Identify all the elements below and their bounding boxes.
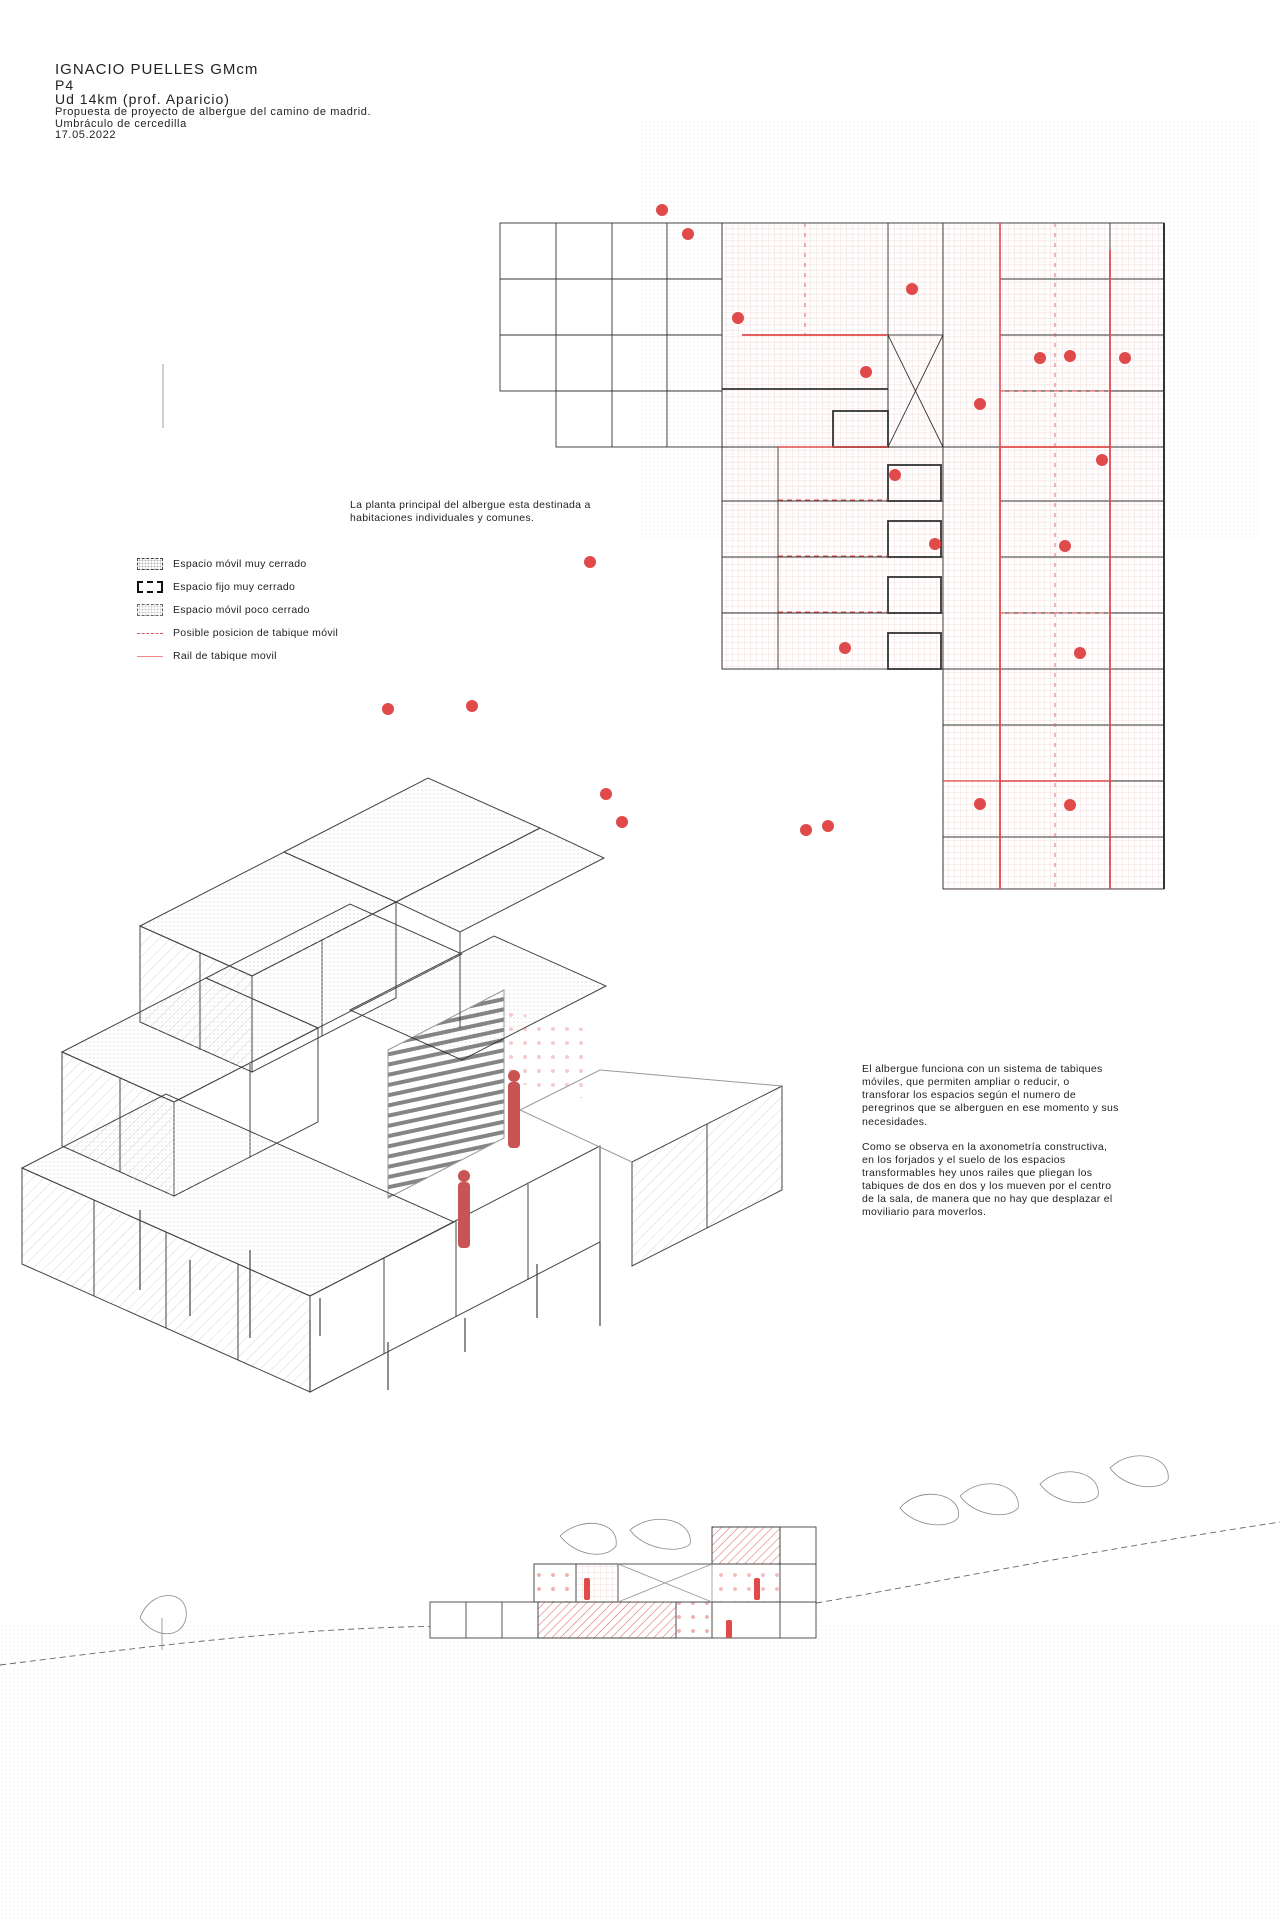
unit-label: Ud 14km (prof. Aparicio) xyxy=(55,91,230,108)
axo-note-line: de la sala, de manera que no hay que desplazar el xyxy=(862,1193,1113,1206)
axo-note-line: transforar los espacios según el numero de xyxy=(862,1089,1076,1102)
author-name: IGNACIO PUELLES GMcm xyxy=(55,61,259,78)
axo-note-line: Como se observa en la axonometría constructiva, xyxy=(862,1140,1108,1153)
project-code: P4 xyxy=(55,76,75,93)
legend-label: Espacio móvil poco cerrado xyxy=(173,604,310,616)
site-label: Umbráculo de cercedilla xyxy=(55,117,187,130)
legend-label: Rail de tabique movil xyxy=(173,650,277,662)
floor-plan xyxy=(382,204,1164,889)
axo-note-line: moviliario para moverlos. xyxy=(862,1206,987,1219)
legend-label: Espacio móvil muy cerrado xyxy=(173,558,307,570)
axo-note-line: necesidades. xyxy=(862,1115,928,1128)
legend-label: Espacio fijo muy cerrado xyxy=(173,581,296,593)
plan-note-line: La planta principal del albergue esta destinada a xyxy=(350,499,591,511)
axo-note-line: transformables hey unos railes que pliegan los xyxy=(862,1166,1093,1179)
date-label: 17.05.2022 xyxy=(55,129,117,142)
axonometric xyxy=(22,778,782,1392)
axo-note-line: peregrinos que se alberguen en ese momento y sus xyxy=(862,1102,1119,1115)
axo-note-line: tabiques de dos en dos y los mueven por el centro xyxy=(862,1180,1112,1192)
axo-note-line: móviles, que permiten ampliar o reducir, o xyxy=(862,1076,1070,1089)
legend-label: Posible posicion de tabique móvil xyxy=(173,627,339,639)
axo-note-line: El albergue funciona con un sistema de tabiques xyxy=(862,1063,1103,1075)
axo-detached-module xyxy=(520,1070,782,1266)
project-description: Propuesta de proyecto de albergue del camino de madrid. xyxy=(55,106,372,119)
axo-note-line: en los forjados y el suelo de los espacios xyxy=(862,1153,1066,1166)
plan-note-line: habitaciones individuales y comunes. xyxy=(350,512,535,525)
